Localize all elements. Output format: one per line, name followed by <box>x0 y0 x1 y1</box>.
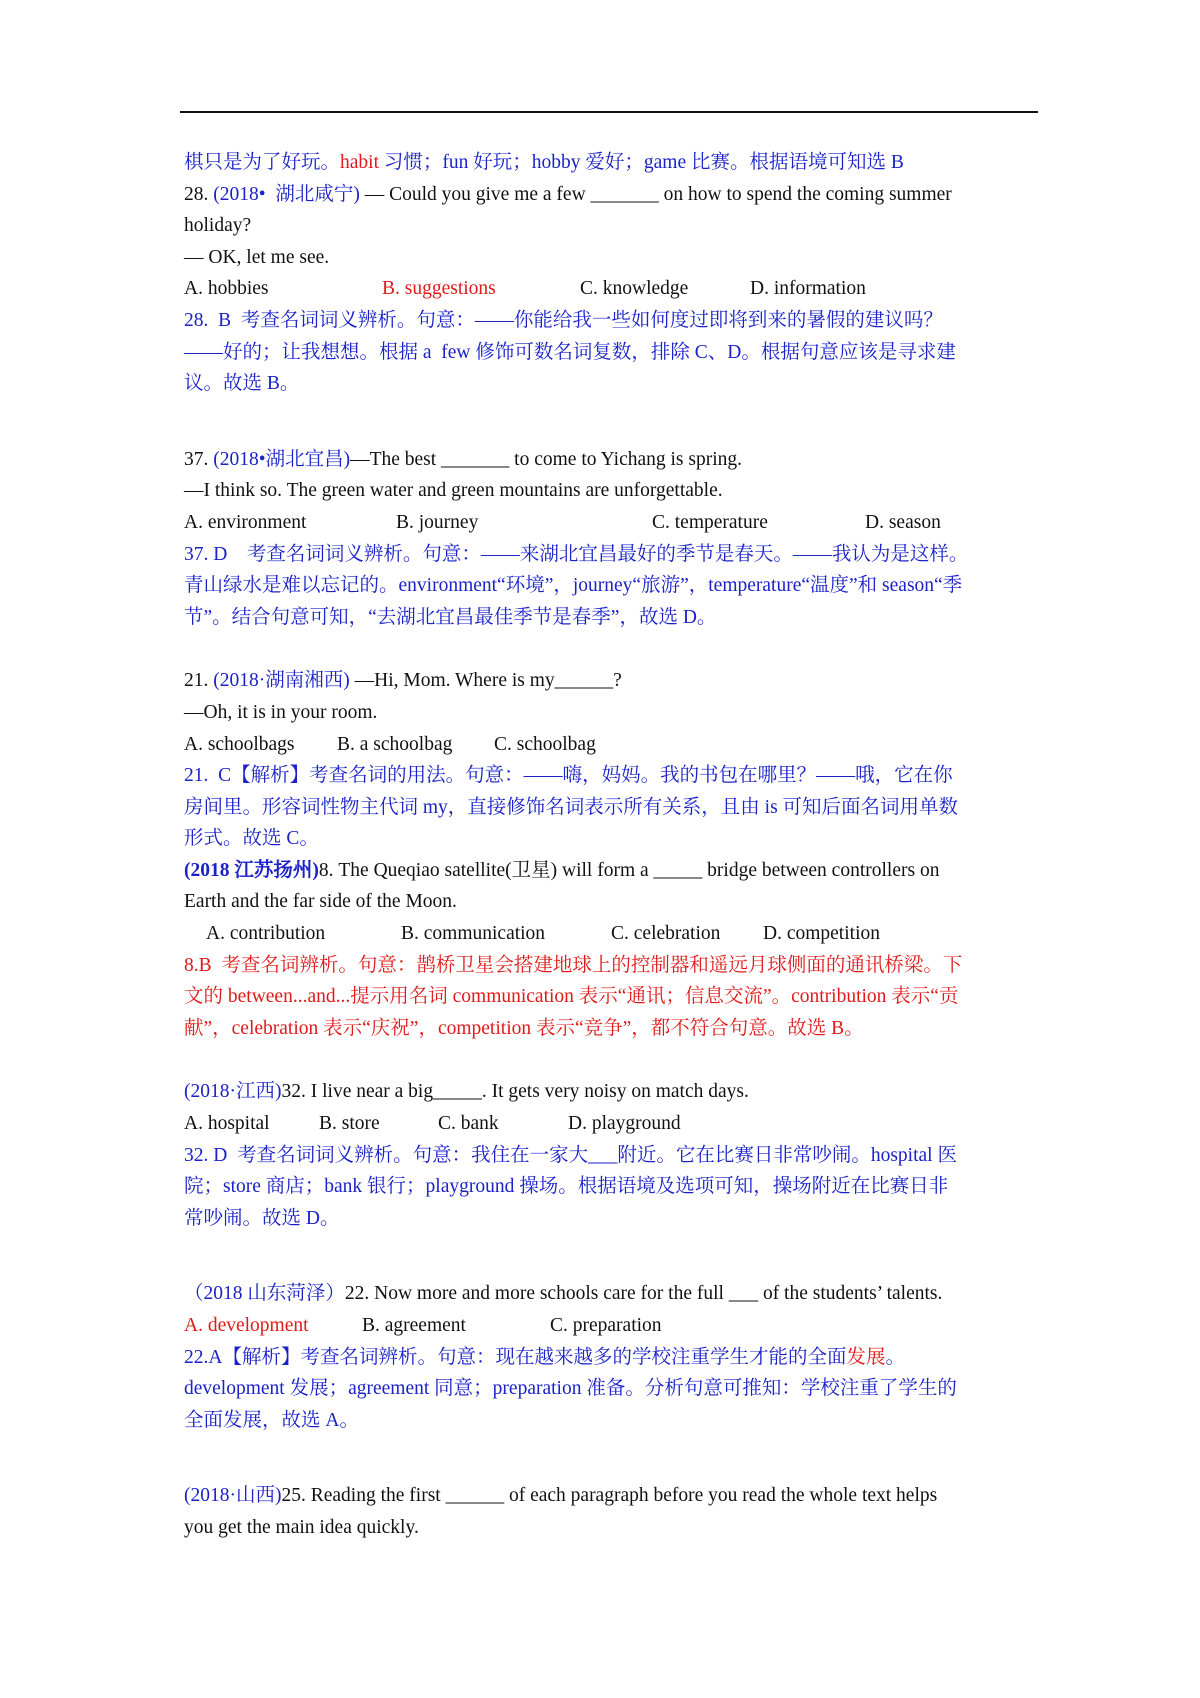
answer-line: 节”。结合句意可知，“去湖北宜昌最佳季节是春季”，故选 D。 <box>184 606 717 628</box>
answer-line: 青山绿水是难以忘记的。environment“环境”，journey“旅游”，temperature“温度”和 season“季 <box>184 575 963 597</box>
options-row <box>184 507 1030 539</box>
question-text: 22. Now more and more schools care for the full ___ of the students’ talents. <box>344 1283 943 1305</box>
options-row <box>184 1108 1030 1140</box>
answer-line: 28. B 考查名词词义辨析。句意：——你能给我一些如何度过即将到来的暑假的建议吗？ <box>184 309 943 331</box>
answer-line: 8.B 考查名词辨析。句意：鹊桥卫星会搭建地球上的控制器和遥远月球侧面的通讯桥梁。下 <box>184 954 963 976</box>
option-b: B. journey <box>396 511 479 533</box>
spacer <box>184 1234 1030 1278</box>
question-reply: — OK, let me see. <box>184 246 330 268</box>
answer-line: ——好的；让我想想。根据 a few 修饰可数名词复数，排除 C、D。根据句意应该是寻求建 <box>184 341 956 363</box>
option-a: A. development <box>184 1315 309 1336</box>
answer-line: 全面发展，故选 A。 <box>184 1409 359 1431</box>
spacer <box>184 1436 1030 1480</box>
question-text-cont: you get the main idea quickly. <box>184 1516 419 1538</box>
option-c: C. knowledge <box>580 278 689 300</box>
question-source: (2018•湖北宜昌) <box>213 448 351 470</box>
question-number: 21. <box>184 670 214 692</box>
highlight-word: habit <box>340 152 380 173</box>
question-source: (2018·湖南湘西) <box>213 670 350 692</box>
option-b: B. suggestions <box>382 278 496 300</box>
option-c: C. bank <box>438 1113 499 1135</box>
document-body <box>184 147 1030 1544</box>
answer-line: 常吵闹。故选 D。 <box>184 1207 340 1229</box>
question-source: (2018·江西) <box>184 1081 282 1103</box>
option-d: D. playground <box>568 1113 681 1135</box>
question-text-cont: Earth and the far side of the Moon. <box>184 891 457 913</box>
question-text: 25. Reading the first ______ of each paragraph before you read the whole text helps <box>281 1485 938 1507</box>
option-b: B. agreement <box>362 1315 466 1336</box>
option-d: D. season <box>865 511 941 533</box>
option-c: C. preparation <box>550 1315 662 1336</box>
question-28 <box>184 179 1030 211</box>
option-d: D. competition <box>763 923 880 945</box>
question-reply: —Oh, it is in your room. <box>184 701 378 723</box>
option-a: A. environment <box>184 511 307 533</box>
question-source: (2018 江苏扬州) <box>184 859 319 881</box>
text-run: 22.A【解析】考查名词辨析。句意：现在越来越多的学校注重学生才能的全面 <box>184 1346 847 1368</box>
question-22 <box>184 1278 1030 1310</box>
option-a: A. hobbies <box>184 278 269 300</box>
question-text: 8. The Queqiao satellite(卫星) will form a _____ bridge between controllers on <box>318 859 940 881</box>
question-21 <box>184 665 1030 697</box>
question-32 <box>184 1076 1030 1108</box>
question-text: —Hi, Mom. Where is my______? <box>349 670 622 692</box>
question-37 <box>184 444 1030 476</box>
answer-line: 21. C【解析】考查名词的用法。句意：——嗨，妈妈。我的书包在哪里？——哦，它在你 <box>184 765 953 787</box>
option-c: C. celebration <box>611 923 721 945</box>
answer-line: 37. D 考查名词词义辨析。句意：——来湖北宜昌最好的季节是春天。——我认为是这样。 <box>184 543 969 565</box>
highlight-word: 发展 <box>846 1346 886 1368</box>
question-source: (2018·山西) <box>184 1485 282 1507</box>
spacer <box>184 633 1030 665</box>
question-source: (2018• 湖北咸宁) <box>213 183 360 205</box>
text-run: 。 <box>885 1346 905 1368</box>
option-c: C. temperature <box>652 511 768 533</box>
options-row <box>184 1310 1030 1342</box>
answer-line: 院；store 商店；bank 银行；playground 操场。根据语境及选项可知，操场附近在比赛日非 <box>184 1176 949 1198</box>
question-source: （2018 山东菏泽） <box>184 1283 345 1305</box>
answer-line: 形式。故选 C。 <box>184 828 319 850</box>
options-row <box>184 273 1030 305</box>
option-a: A. schoolbags <box>184 733 295 755</box>
answer-line: 议。故选 B。 <box>184 373 300 395</box>
question-number: 37. <box>184 448 214 470</box>
text-run: 习惯；fun 好玩；hobby 爱好；game 比赛。根据语境可知选 B <box>379 152 904 173</box>
option-a: A. contribution <box>206 923 326 945</box>
question-reply: —I think so. The green water and green mountains are unforgettable. <box>184 480 723 502</box>
question-25 <box>184 1480 1030 1512</box>
question-text: —The best _______ to come to Yichang is spring. <box>350 448 743 470</box>
option-b: B. communication <box>401 923 546 945</box>
spacer <box>184 400 1030 444</box>
option-d: D. information <box>750 278 866 300</box>
question-number: 28. <box>184 183 214 205</box>
text-run: 棋只是为了好玩。 <box>184 152 341 173</box>
options-row <box>184 729 1030 761</box>
options-row <box>184 918 1030 950</box>
question-text: 32. I live near a big_____. It gets very noisy on match days. <box>281 1081 749 1103</box>
header-rule <box>180 111 1038 113</box>
option-b: B. store <box>319 1113 380 1135</box>
answer-line <box>184 1342 1030 1374</box>
answer-line: 献”，celebration 表示“庆祝”，competition 表示“竞争”，都不符合句意。故选 B。 <box>184 1017 864 1039</box>
answer-line: development 发展；agreement 同意；preparation 准备。分析句意可推知：学校注重了学生的 <box>184 1378 957 1400</box>
question-8 <box>184 855 1030 887</box>
option-c: C. schoolbag <box>494 733 596 755</box>
spacer <box>184 1044 1030 1076</box>
question-text: — Could you give me a few _______ on how to spend the coming summer <box>359 183 952 205</box>
option-a: A. hospital <box>184 1113 270 1135</box>
answer-line: 房间里。形容词性物主代词 my，直接修饰名词表示所有关系，且由 is 可知后面名词用单数 <box>184 796 959 818</box>
answer-continuation <box>184 147 1030 179</box>
option-b: B. a schoolbag <box>337 733 453 755</box>
answer-line: 32. D 考查名词词义辨析。句意：我住在一家大___附近。它在比赛日非常吵闹。hospital 医 <box>184 1144 957 1166</box>
answer-line: 文的 between...and...提示用名词 communication 表示“通讯；信息交流”。contribution 表示“贡 <box>184 986 959 1008</box>
question-text-cont: holiday? <box>184 215 252 237</box>
